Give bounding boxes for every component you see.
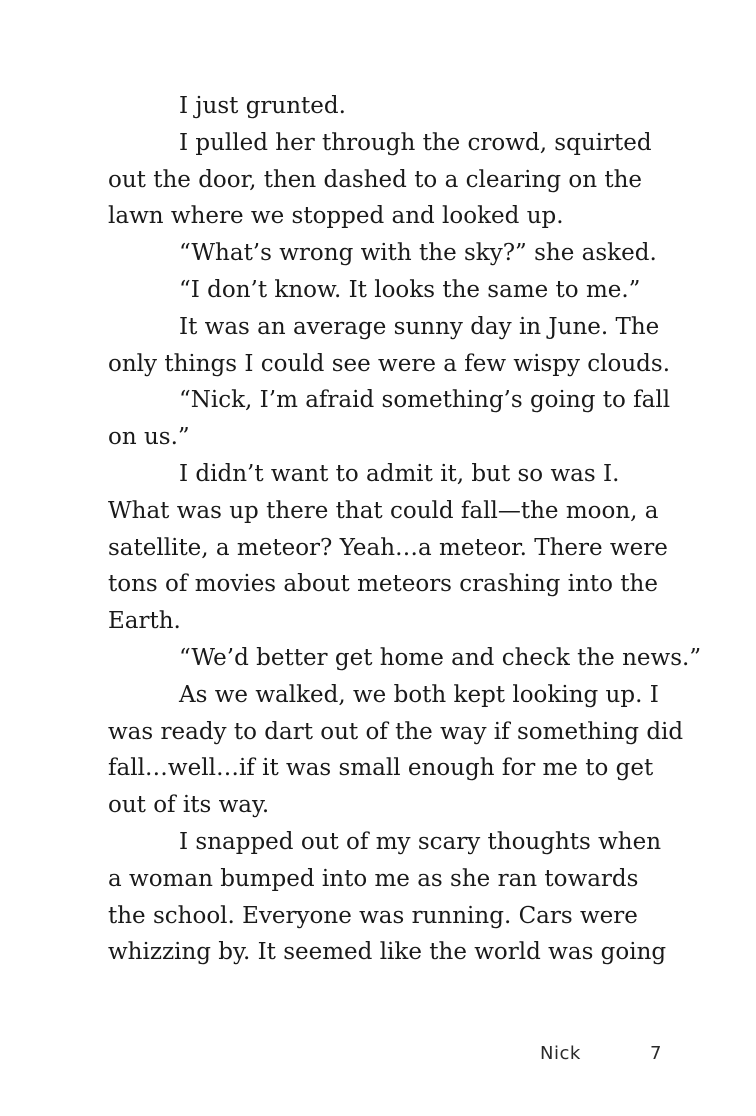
text-line: was ready to dart out of the way if something did [108,718,684,745]
body-text [108,88,702,971]
text-line: “Nick, I’m afraid something’s going to fall [179,387,671,414]
text-line: I snapped out of my scary thoughts when [179,828,662,855]
text-line: out the door, then dashed to a clearing on the [108,166,643,193]
text-line: out of its way. [108,792,270,819]
text-line: a woman bumped into me as she ran towards [108,865,639,892]
text-line: only things I could see were a few wispy clouds. [108,350,671,377]
text-line: “I don’t know. It looks the same to me.” [179,276,641,303]
text-line: satellite, a meteor? Yeah…a meteor. There were [108,534,668,561]
text-line: on us.” [108,424,190,451]
text-line: I didn’t want to admit it, but so was I. [179,460,620,487]
text-line: whizzing by. It seemed like the world was going [108,939,667,966]
text-line: fall…well…if it was small enough for me to get [108,755,654,782]
text-line: tons of movies about meteors crashing into the [108,571,658,598]
text-line: I pulled her through the crowd, squirted [179,129,652,156]
text-line: the school. Everyone was running. Cars were [108,902,638,929]
text-line: As we walked, we both kept looking up. I [179,681,659,708]
page-footer [0,1043,756,1069]
text-line: I just grunted. [179,93,346,119]
text-line: “We’d better get home and check the news.” [179,644,702,671]
text-line: lawn where we stopped and looked up. [108,203,564,230]
text-line: What was up there that could fall—the moon, a [108,497,659,524]
text-line: It was an average sunny day in June. The [179,313,660,340]
text-line: “What’s wrong with the sky?” she asked. [179,240,657,267]
text-line: Earth. [108,608,181,635]
page-number: 7 [650,1043,662,1064]
running-head: Nick [540,1043,581,1064]
